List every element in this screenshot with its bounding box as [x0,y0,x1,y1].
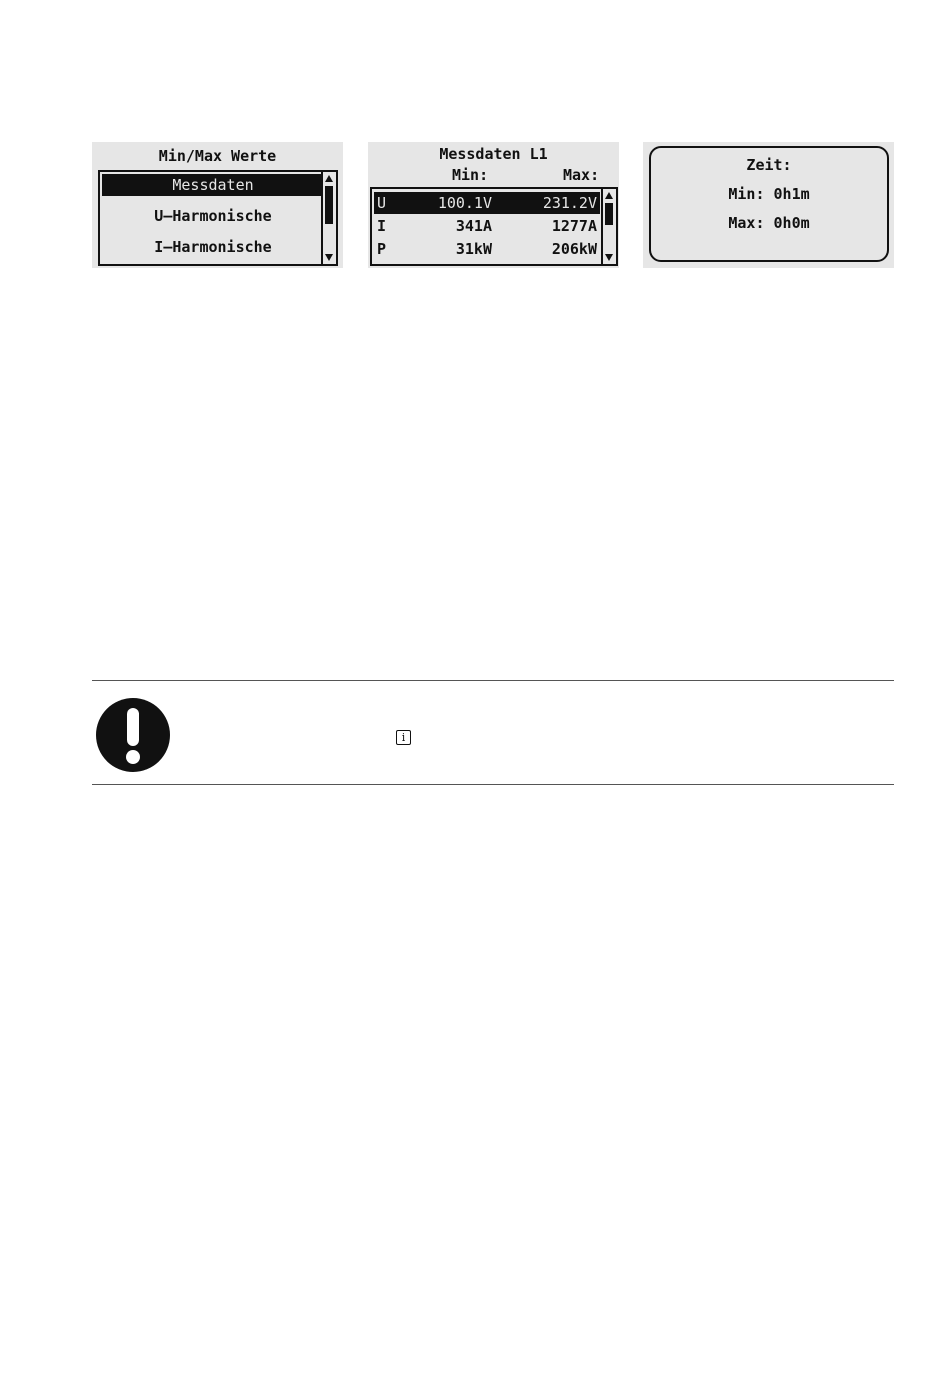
menu-item-i-harmonische[interactable]: I–Harmonische [154,238,272,256]
table-row[interactable] [374,238,600,260]
row-quantity: P [377,240,387,258]
notice-top-divider [92,680,894,681]
max-column-header: Max: [563,166,600,184]
messdaten-screen [368,142,619,268]
row-max-value: 1277A [551,217,597,235]
row-max-value: 231.2V [542,194,597,212]
screen-title: Min/Max Werte [158,147,277,165]
screen-title: Messdaten L1 [439,145,548,163]
menu-item-u-harmonische[interactable]: U–Harmonische [154,207,272,225]
scrollbar[interactable] [601,189,616,264]
notice-bottom-divider [92,784,894,785]
row-min-value: 31kW [455,240,492,258]
zeit-panel [649,146,889,262]
info-key-icon: i [396,730,411,745]
menu-item-messdaten[interactable]: Messdaten [102,174,324,196]
row-quantity: U [377,194,387,212]
row-max-value: 206kW [551,240,597,258]
menu-list [98,170,338,266]
minmax-menu-screen [92,142,343,268]
scroll-down-icon[interactable] [605,254,613,261]
scroll-down-icon[interactable] [325,254,333,261]
min-column-header: Min: [452,166,489,184]
zeit-max-value: Max: 0h0m [728,214,810,232]
zeit-min-value: Min: 0h1m [728,185,810,203]
table-row[interactable] [374,215,600,237]
scrollbar[interactable] [321,172,336,264]
measurement-table [370,187,618,266]
scroll-thumb[interactable] [325,186,333,224]
row-min-value: 100.1V [437,194,492,212]
table-row[interactable] [374,192,600,214]
zeit-popup-screen [643,142,894,268]
scroll-thumb[interactable] [605,203,613,225]
scroll-up-icon[interactable] [325,175,333,182]
row-min-value: 341A [455,217,492,235]
scroll-up-icon[interactable] [605,192,613,199]
row-quantity: I [377,217,387,235]
zeit-heading: Zeit: [746,156,792,174]
exclamation-icon [95,697,171,773]
